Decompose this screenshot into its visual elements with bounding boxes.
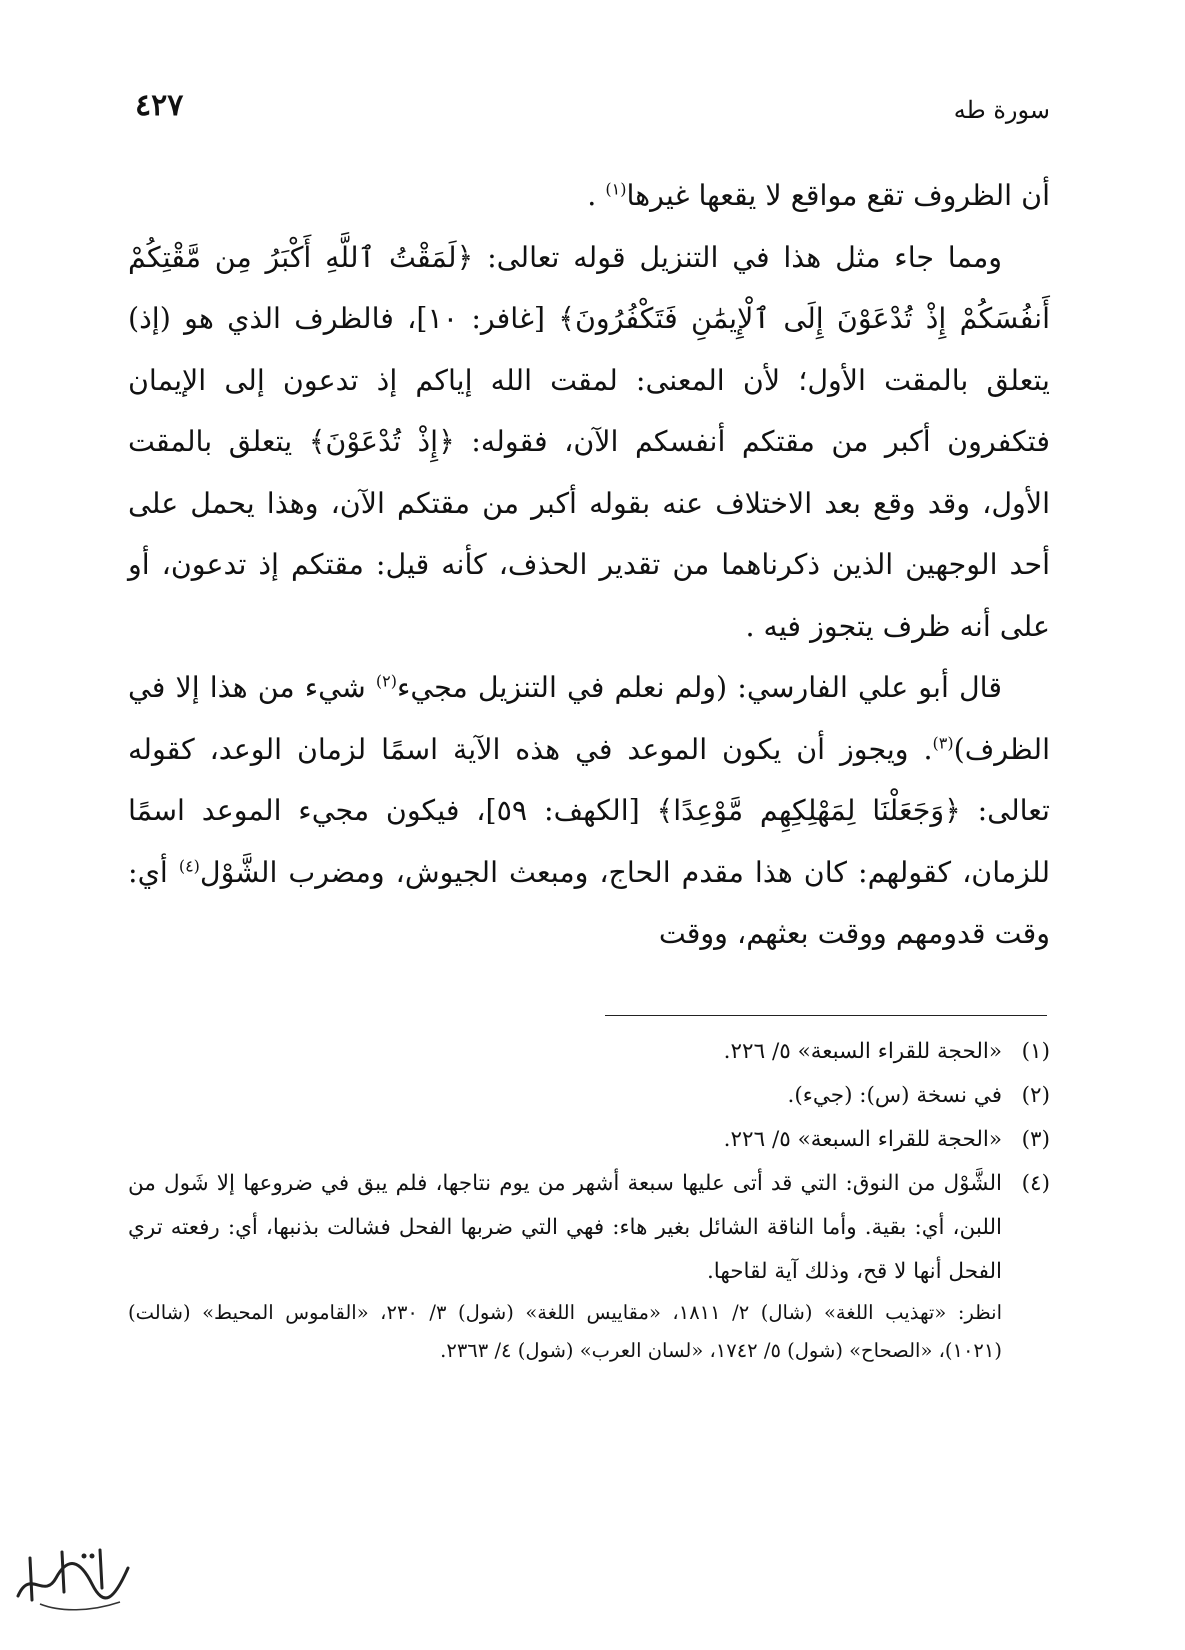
footnote-number: (٣) xyxy=(1021,1127,1050,1152)
footnote-references: انظر: «تهذيب اللغة» (شال) ٢/ ١٨١١، «مقاييس اللغة» (شول) ٣/ ٢٣٠، «القاموس المحيط» (شالت) (١٠٢١)، «الصحاح» (شول) ٥/ ١٧٤٢، «لسان العرب» (شول) ٤/ ٢٣٦٣. xyxy=(128,1301,1002,1362)
footnote-number: (٢) xyxy=(1021,1083,1050,1108)
footnote-text: «الحجة للقراء السبعة» ٥/ ٢٢٦. xyxy=(723,1039,1002,1064)
page-number: ٤٢٧ xyxy=(135,88,184,123)
paragraph-text: . ويجوز أن يكون الموعد في هذه الآية اسمًا لزمان الوعد، كقوله تعالى: xyxy=(128,732,1050,827)
paragraph-text: [غافر: ١٠]، فالظرف الذي هو (إذ) يتعلق بالمقت الأول؛ لأن المعنى: لمقت الله إياكم إذ تدعون إلى الإيمان فتكفرون أكبر من مقتكم أنفسكم الآن، فقوله: xyxy=(128,302,1050,458)
quran-verse-fragment: ﴿إِذْ تُدْعَوْنَ﴾ xyxy=(308,425,455,458)
running-head: سورة طه xyxy=(953,96,1050,124)
paragraph-text: شيء من هذا إلا في الظرف) xyxy=(128,671,1050,766)
footnote-ref-1: (١) xyxy=(605,179,627,199)
footnote-text: «الحجة للقراء السبعة» ٥/ ٢٢٦. xyxy=(723,1127,1002,1152)
footnote-3 xyxy=(128,1118,1050,1162)
footnote-4 xyxy=(128,1162,1050,1294)
footnote-divider xyxy=(605,1015,1047,1016)
footnotes xyxy=(128,1030,1050,1370)
footnote-ref-4: (٤) xyxy=(178,856,200,875)
footnote-text: الشَّوْل من النوق: التي قد أتى عليها سبعة أشهر من يوم نتاجها، فلم يبق في ضروعها إلا شَول من اللبن، أي: بقية. وأما الناقة الشائل بغير هاء: فهي التي ضربها الفحل فشالت بذنبها، أي: رفعته تري الفحل أنها لا قح، وذلك آية لقاحها. xyxy=(128,1171,1002,1284)
quran-verse-ghafir-10: ﴿لَمَقْتُ ٱللَّهِ أَكْبَرُ مِن مَّقْتِكُمْ أَنفُسَكُمْ إِذْ تُدْعَوْنَ إِلَى ٱلْإِيمَٰنِ فَتَكْفُرُونَ﴾ xyxy=(128,240,1050,335)
main-text xyxy=(128,165,1050,965)
footnote-number: (١) xyxy=(1021,1039,1050,1064)
publisher-stamp-logo xyxy=(10,1538,135,1616)
footnote-number: (٤) xyxy=(1021,1171,1050,1196)
footnote-ref-2: (٢) xyxy=(375,671,397,691)
paragraph-text: أن الظروف تقع مواقع لا يقعها غيرها xyxy=(626,179,1050,212)
paragraph-text: يتعلق بالمقت الأول، وقد وقع بعد الاختلاف عنه بقوله أكبر من مقتكم الآن، وهذا يحمل على أحد الوجهين الذين ذكرناهما من تقدير الحذف، كأنه قيل: مقتكم إذ تدعون، أو على أنه ظرف يتجوز فيه . xyxy=(128,425,1050,643)
paragraph-2 xyxy=(128,227,1050,658)
quran-verse-kahf-59: ﴿وَجَعَلْنَا لِمَهْلِكِهِم مَّوْعِدًا﴾ xyxy=(656,794,961,827)
paragraph-1 xyxy=(128,165,1050,227)
paragraph-3 xyxy=(128,657,1050,965)
paragraph-text: ومما جاء مثل هذا في التنزيل قوله تعالى: xyxy=(473,240,1002,274)
page-header xyxy=(135,88,1050,138)
calligraphy-stamp-icon xyxy=(10,1538,135,1616)
paragraph-text: [الكهف: ٥٩]، فيكون مجيء الموعد اسمًا للزمان، كقولهم: كان هذا مقدم الحاج، ومبعث الجيوش، ومضرب الشَّوْل xyxy=(128,794,1050,889)
paragraph-text: أي: وقت قدومهم ووقت بعثهم، ووقت xyxy=(128,855,1050,950)
footnote-text: في نسخة (س): (جيء). xyxy=(787,1083,1002,1108)
footnote-ref-3: (٣) xyxy=(932,733,954,752)
paragraph-text: قال أبو علي الفارسي: (ولم نعلم في التنزيل مجيء xyxy=(396,671,1002,704)
paragraph-end: . xyxy=(587,179,606,212)
footnote-2 xyxy=(128,1074,1050,1118)
footnote-1 xyxy=(128,1030,1050,1074)
